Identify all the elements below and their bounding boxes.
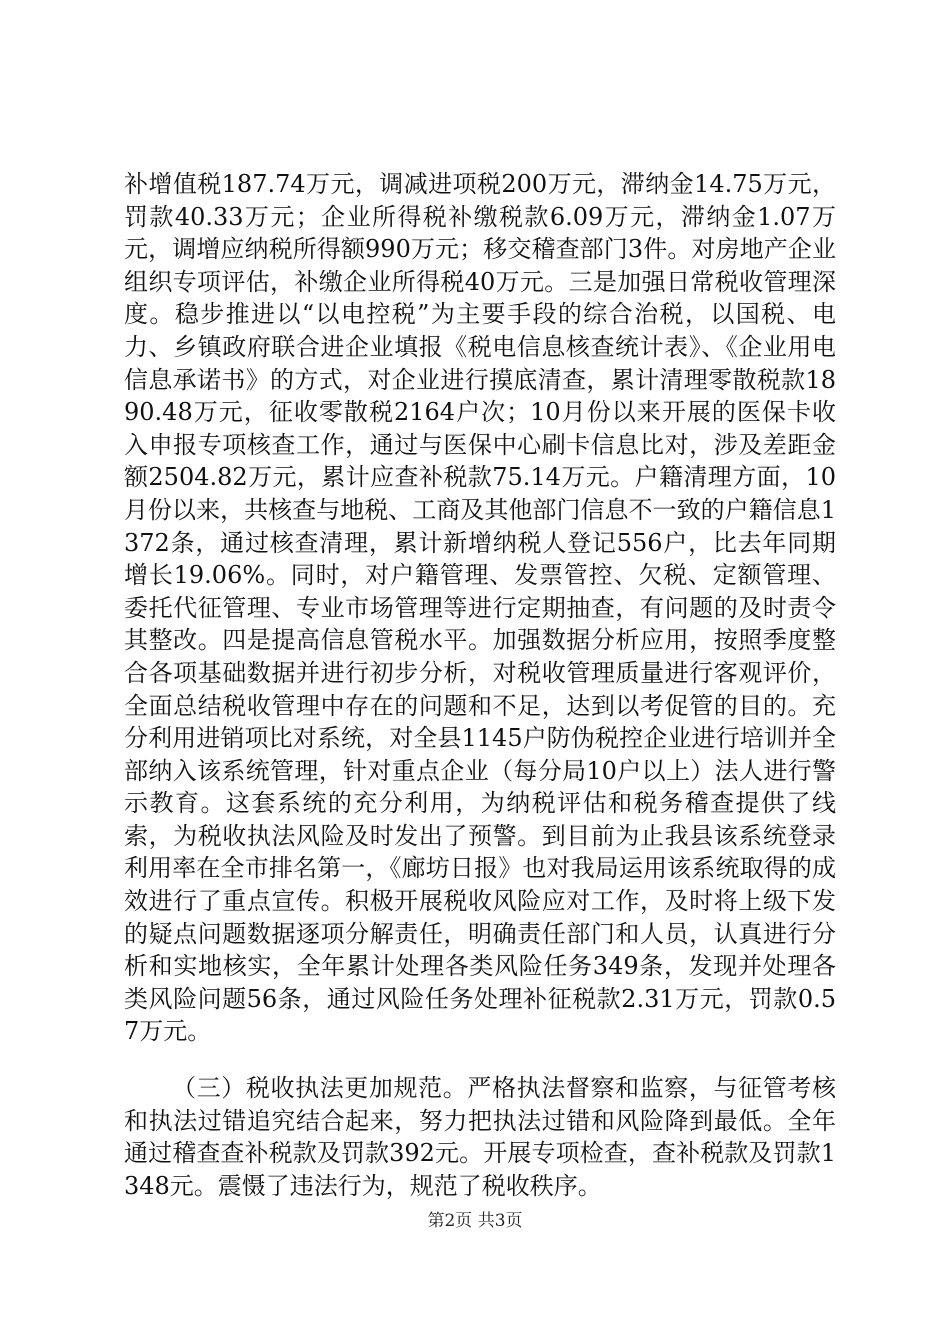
page-number-footer: 第2页 共3页 (427, 1211, 523, 1231)
body-paragraph-1: 补增值税187.74万元，调减进项税200万元，滞纳金14.75万元，罚款40.33万元；企业所得税补缴税款6.09万元，滞纳金1.07万元，调增应纳税所得额990万元；移交稽查部门3件。对房地产企业组织专项评估，补缴企业所得税40万元。三是加强日常税收管理深度。稳步推进以“以电控税”为主要手段的综合治税，以国税、电力、乡镇政府联合进企业填报《税电信息核查统计表》、《企业用电信息承诺书》的方式，对企业进行摸底清查，累计清理零散税款1890.48万元，征收零散税2164户次；10月份以来开展的医保卡收入申报专项核查工作，通过与医保中心刷卡信息比对，涉及差距金额2504.82万元，累计应查补税款75.14万元。户籍清理方面，10月份以来，共核查与地税、工商及其他部门信息不一致的户籍信息1372条，通过核查清理，累计新增纳税人登记556户，比去年同期增长19.06%。同时，对户籍管理、发票管控、欠税、定额管理、委托代征管理、专业市场管理等进行定期抽查，有问题的及时责令其整改。四是提高信息管税水平。加强数据分析应用，按照季度整合各项基础数据并进行初步分析，对税收管理质量进行客观评价，全面总结税收管理中存在的问题和不足，达到以考促管的目的。充分利用进销项比对系统，对全县1145户防伪税控企业进行培训并全部纳入该系统管理，针对重点企业（每分局10户以上）法人进行警示教育。这套系统的充分利用，为纳税评估和税务稽查提供了线索，为税收执法风险及时发出了预警。到目前为止我县该系统登录利用率在全市排名第一，《廊坊日报》也对我局运用该系统取得的成效进行了重点宣传。积极开展税收风险应对工作，及时将上级下发的疑点问题数据逐项分解责任，明确责任部门和人员，认真进行分析和实地核实，全年累计处理各类风险任务349条，发现并处理各类风险问题56条，通过风险任务处理补征税款2.31万元，罚款0.57万元。 (124, 170, 836, 1046)
document-body (124, 168, 836, 1202)
body-paragraph-2: （三）税收执法更加规范。严格执法督察和监察，与征管考核和执法过错追究结合起来，努力把执法过错和风险降到最低。全年通过稽查查补税款及罚款392元。开展专项检查，查补税款及罚款1348元。震慑了违法行为，规范了税收秩序。 (124, 1074, 836, 1200)
